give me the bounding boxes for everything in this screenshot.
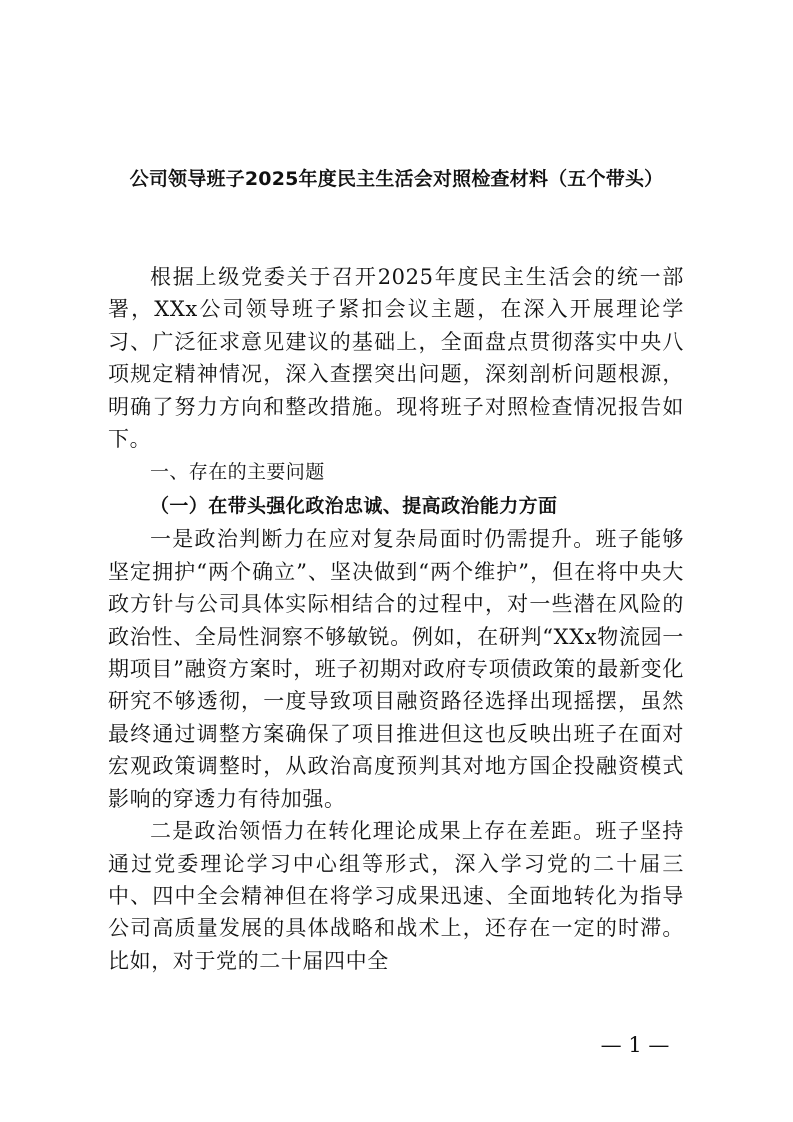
section-heading-main-problems: 一、存在的主要问题 — [150, 461, 325, 484]
intro-paragraph: 根据上级党委关于召开2025年度民主生活会的统一部署，XXx公司领导班子紧扣会议主题，在深入开展理论学习、广泛征求意见建议的基础上，全面盘点贯彻落实中央八项规定精神情况，深入查摆突出问题，深刻剖析问题根源，明确了努力方向和整改措施。现将班子对照检查情况报告如下。 — [108, 265, 684, 452]
document-title: 公司领导班子2025年度民主生活会对照检查材料（五个带头） — [129, 168, 664, 190]
paragraph-political-judgment: 一是政治判断力在应对复杂局面时仍需提升。班子能够坚定拥护“两个确立”、坚决做到“两个维护”，但在将中央大政方针与公司具体实际相结合的过程中，对一些潜在风险的政治性、全局性洞察不够敏锐。例如，在研判“XXx物流园一期项目”融资方案时，班子初期对政府专项债政策的最新变化研究不够透彻，一度导致项目融资路径选择出现摇摆，虽然最终通过调整方案确保了项目推进但这也反映出班子在面对宏观政策调整时，从政治高度预判其对地方国企投融资模式影响的穿透力有待加强。 — [108, 527, 684, 811]
paragraph-political-understanding: 二是政治领悟力在转化理论成果上存在差距。班子坚持通过党委理论学习中心组等形式，深入学习党的二十届三中、四中全会精神但在将学习成果迅速、全面地转化为指导公司高质量发展的具体战略和战术上，还存在一定的时滞。比如，对于党的二十届四中全 — [108, 819, 684, 973]
subsection-heading-political-loyalty: （一）在带头强化政治忠诚、提高政治能力方面 — [150, 495, 558, 518]
document-body — [108, 261, 684, 977]
page-number: — 1 — — [600, 1033, 670, 1057]
